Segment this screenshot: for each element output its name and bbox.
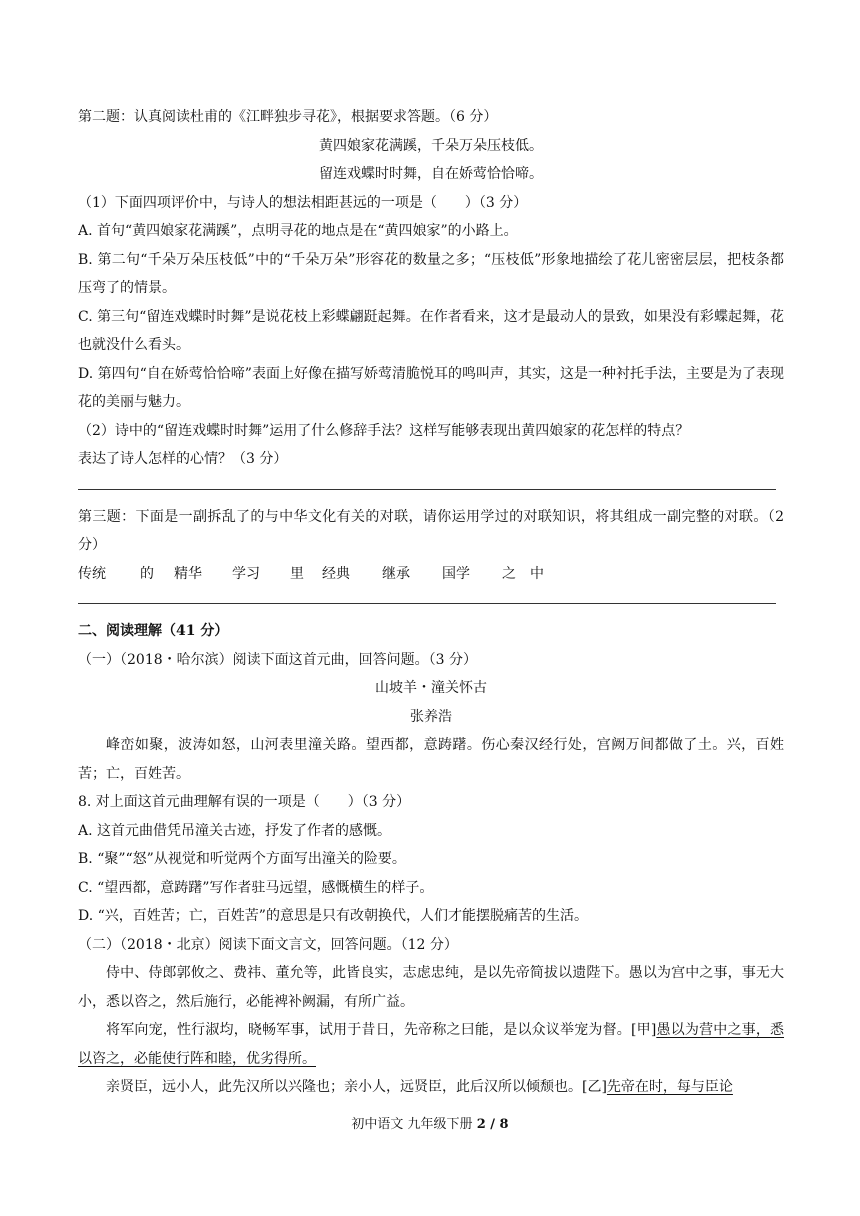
classical-paragraph-2	[78, 1016, 784, 1073]
page-content	[78, 103, 784, 1102]
answer-line-2	[78, 603, 776, 604]
option-d: D. 第四句“自在娇莺恰恰啼”表面上好像在描写娇莺清脆悦耳的鸣叫声，其实，这是一种衬托手法，主要是为了表现花的美丽与魅力。	[78, 365, 784, 410]
classical-paragraph-1: 侍中、侍郎郭攸之、费祎、董允等，此皆良实，志虑忠纯，是以先帝简拔以遗陛下。愚以为宫中之事，事无大小，悉以咨之，然后施行，必能裨补阙漏，有所广益。	[78, 965, 784, 1010]
word-item: 传统	[78, 565, 106, 582]
poem-line-2: 留连戏蝶时时舞，自在娇莺恰恰啼。	[319, 166, 543, 182]
option-c: C. 第三句“留连戏蝶时时舞”是说花枝上彩蝶翩跹起舞。在作者看来，这才是最动人的景致，如果没有彩蝶起舞，花也就没什么看头。	[78, 308, 784, 353]
qu-poem-text: 峰峦如聚，波涛如怒，山河表里潼关路。望西都，意踌躇。伤心秦汉经行处，宫阙万间都做了土。兴，百姓苦；亡，百姓苦。	[78, 737, 784, 782]
word-item: 之	[502, 565, 516, 582]
underlined-sentence-jia: 愚以为营中之事，悉以咨之，必能使行阵和睦，优劣得所。	[78, 1022, 785, 1067]
word-item: 中	[530, 565, 544, 582]
section-2-heading: 二、阅读理解（41 分）	[78, 623, 229, 639]
question-3-title: 第三题：下面是一副拆乱了的与中华文化有关的对联，请你运用学过的对联知识，将其组成一副完整的对联。（2 分）	[78, 508, 784, 553]
footer-text: 初中语文 九年级下册	[351, 1117, 477, 1132]
sub-question-1: （1）下面四项评价中，与诗人的想法相距甚远的一项是（ ）（3 分）	[78, 194, 528, 211]
word-item: 经典	[322, 565, 350, 582]
page-footer	[0, 1113, 860, 1132]
underlined-sentence-yi: 先帝在时，每与臣论	[606, 1079, 733, 1095]
qu-poem-title: 山坡羊・潼关怀古	[375, 680, 487, 696]
option-b: B. 第二句“千朵万朵压枝低”中的“千朵万朵”形容花的数量之多；“压枝低”形象地描绘了花儿密密层层，把枝条都压弯了的情景。	[78, 251, 784, 296]
question-8-option-b: B. “聚”“怒”从视觉和听觉两个方面写出潼关的险要。	[78, 851, 406, 867]
question-2-title: 第二题：认真阅读杜甫的《江畔独步寻花》，根据要求答题。（6 分）	[78, 109, 498, 125]
word-item: 的	[140, 565, 154, 582]
word-item: 里	[290, 565, 304, 582]
part-1-intro: （一）（2018・哈尔滨）阅读下面这首元曲，回答问题。（3 分）	[78, 651, 477, 668]
word-item: 继承	[382, 565, 410, 582]
question-8-option-a: A. 这首元曲借凭吊潼关古迹，抒发了作者的感慨。	[78, 822, 392, 839]
question-8: 8. 对上面这首元曲理解有误的一项是（ ）（3 分）	[78, 794, 411, 810]
question-8-option-d: D. “兴，百姓苦；亡，百姓苦”的意思是只有改朝换代，人们才能摆脱痛苦的生活。	[78, 908, 588, 924]
question-8-option-c: C. “望西都，意踌躇”写作者驻马远望，感慨横生的样子。	[78, 879, 434, 896]
word-item: 精华	[174, 565, 202, 582]
poem-line-1: 黄四娘家花满蹊，千朵万朵压枝低。	[319, 137, 543, 154]
answer-line-1	[78, 489, 776, 490]
sub-question-2-line-1: （2）诗中的“留连戏蝶时时舞”运用了什么修辞手法？这样写能够表现出黄四娘家的花怎样的特点？	[78, 422, 690, 439]
classical-paragraph-3	[78, 1073, 784, 1102]
word-item: 国学	[442, 565, 470, 582]
sub-question-2-line-2: 表达了诗人怎样的心情？（3 分）	[78, 451, 288, 467]
qu-poem-author: 张养浩	[410, 708, 452, 725]
part-2-intro: （二）（2018・北京）阅读下面文言文，回答问题。（12 分）	[78, 936, 458, 953]
word-item: 学习	[232, 565, 260, 582]
option-a: A. 首句“黄四娘家花满蹊”，点明寻花的地点是在“黄四娘家”的小路上。	[78, 223, 518, 239]
page-number: 2 / 8	[476, 1117, 509, 1132]
paragraph-2-text: 将军向宠，性行淑均，晓畅军事，试用于昔日，先帝称之曰能，是以众议举宠为督。[甲]	[106, 1022, 657, 1038]
paragraph-3-text: 亲贤臣，远小人，此先汉所以兴隆也；亲小人，远贤臣，此后汉所以倾颓也。[乙]	[106, 1079, 607, 1095]
couplet-words	[78, 560, 784, 589]
